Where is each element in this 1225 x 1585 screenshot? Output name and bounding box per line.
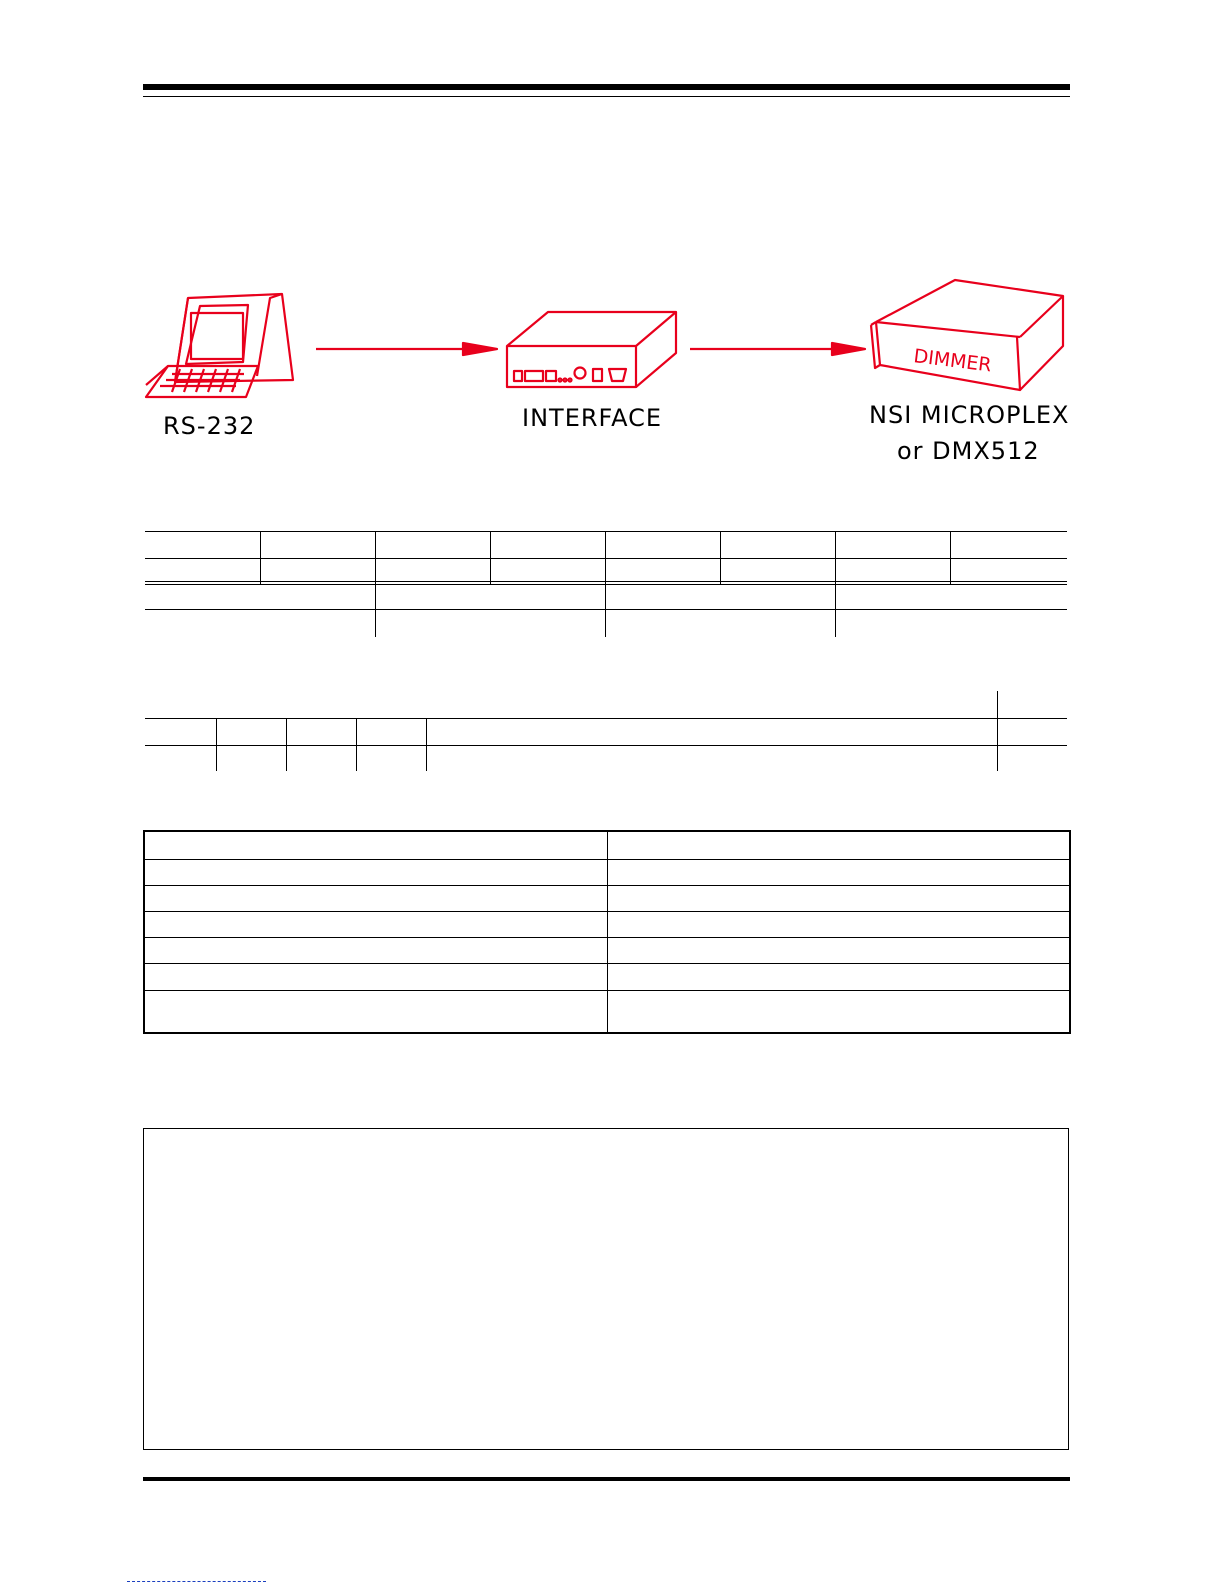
table2-col-line — [286, 718, 287, 771]
table2-col-line — [997, 691, 998, 771]
table1-row-line — [145, 531, 1067, 532]
table1-double-line — [145, 581, 1067, 582]
table3-row-line — [145, 859, 1069, 860]
table1-col-line — [605, 531, 606, 584]
dimmer-panel-text: DIMMER — [912, 345, 993, 377]
table1-col-line — [375, 531, 376, 584]
spec-table — [143, 830, 1071, 1034]
table1-col-line — [490, 531, 491, 584]
table2-col-line — [216, 718, 217, 771]
table1-col-line — [835, 531, 836, 584]
interface-label: INTERFACE — [522, 404, 663, 432]
table3-row-line — [145, 963, 1069, 964]
table1-col-line — [720, 531, 721, 584]
computer-to-interface-arrow — [316, 343, 497, 355]
table1-row-line — [145, 558, 1067, 559]
table2-row-line — [145, 718, 1067, 719]
computer-terminal-icon — [146, 294, 293, 397]
table1-double-line — [145, 584, 1067, 585]
note-box — [143, 1128, 1069, 1450]
header-rule-thick — [143, 84, 1070, 90]
table3-col-line — [607, 832, 608, 1032]
table2-col-line — [426, 718, 427, 771]
interface-box-icon — [507, 312, 676, 387]
table2-col-line — [356, 718, 357, 771]
table1-col-line — [375, 584, 376, 637]
table3-row-line — [145, 911, 1069, 912]
rs232-label: RS-232 — [163, 412, 256, 440]
table1-col-line — [835, 584, 836, 637]
dimmer-label-line1: NSI MICROPLEX — [869, 401, 1070, 429]
header-rule-thin — [143, 96, 1070, 97]
footer-link-underline[interactable] — [127, 1581, 266, 1583]
dimmer-label-line2: or DMX512 — [897, 437, 1040, 465]
table2-row-line — [145, 745, 1067, 746]
table1-row-line — [145, 609, 1067, 610]
table1-col-line — [950, 531, 951, 584]
interface-to-dimmer-arrow — [690, 343, 865, 355]
table1-col-line — [605, 584, 606, 637]
table1-col-line — [260, 531, 261, 584]
system-diagram — [0, 270, 1225, 470]
table3-row-line — [145, 990, 1069, 991]
footer-rule — [143, 1477, 1070, 1481]
table3-row-line — [145, 937, 1069, 938]
table3-row-line — [145, 885, 1069, 886]
